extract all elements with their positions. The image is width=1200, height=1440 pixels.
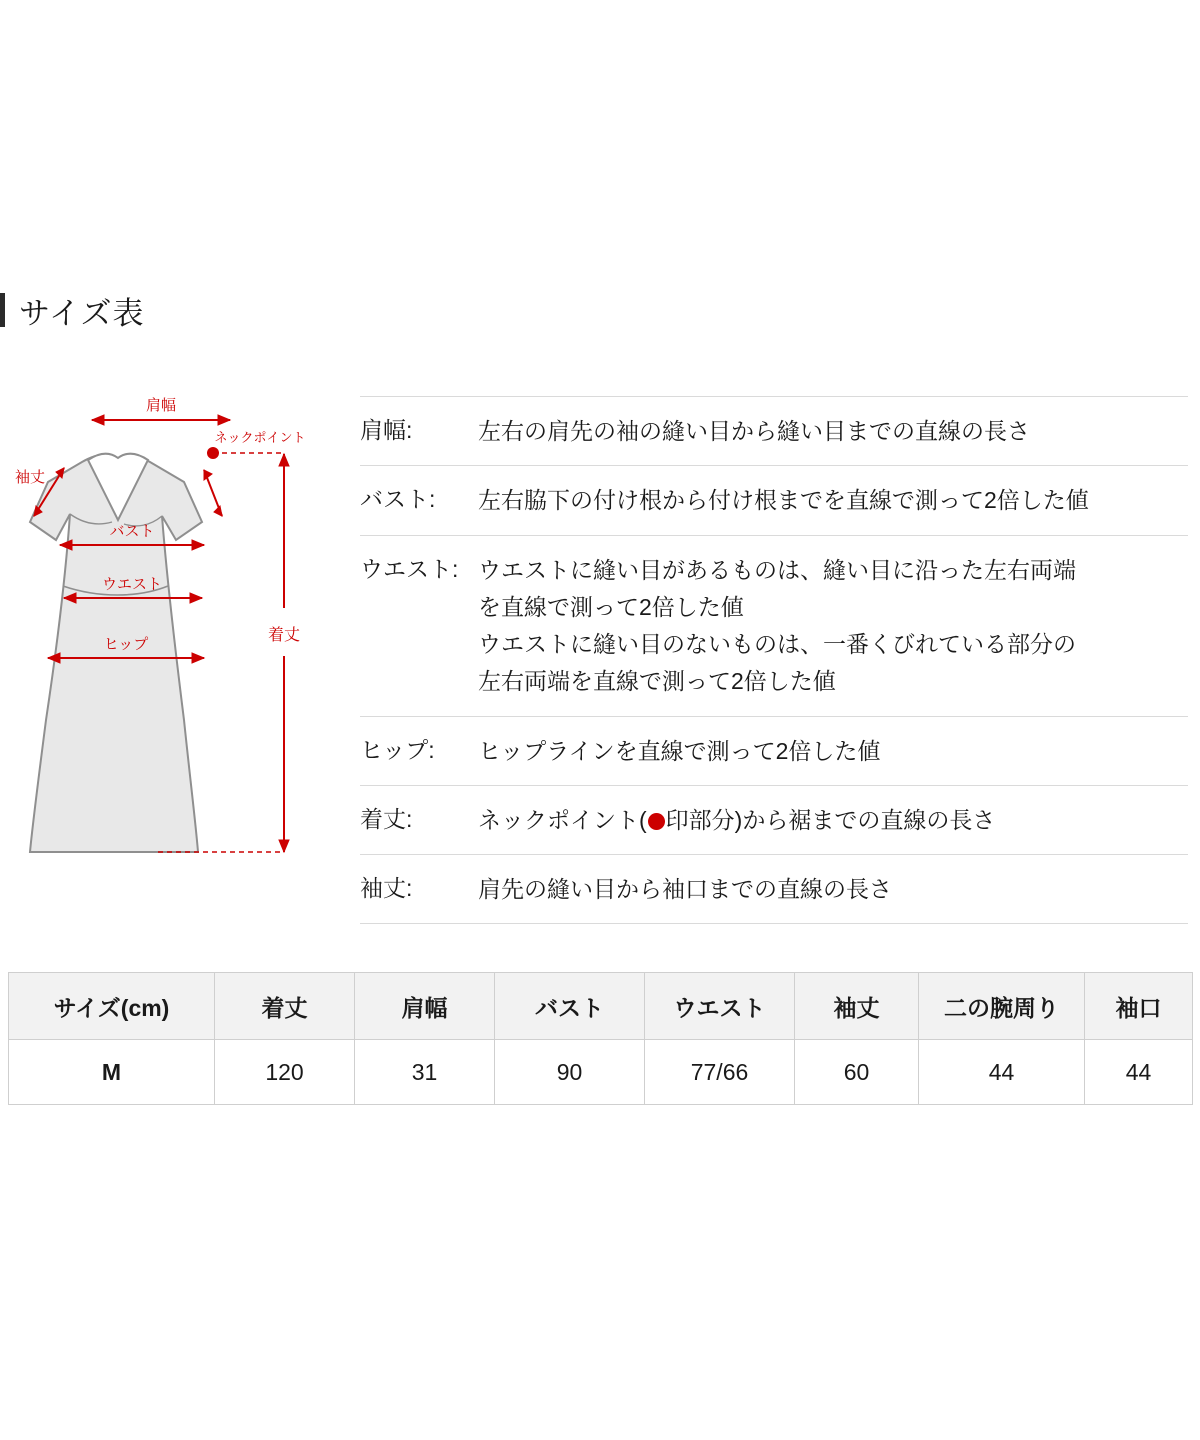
table-header-row xyxy=(9,973,1193,1040)
table-cell: 77/66 xyxy=(645,1040,795,1105)
definition-line: 肩先の縫い目から袖口までの直線の長さ xyxy=(478,876,892,902)
table-cell: 120 xyxy=(215,1040,355,1105)
size-table xyxy=(8,972,1193,1105)
red-dot-icon xyxy=(648,813,665,830)
definition-description xyxy=(478,482,1188,519)
definition-line: 左右両端を直線で測って2倍した値 xyxy=(478,668,836,695)
definition-term: 着丈: xyxy=(360,805,413,832)
definition-term: 袖丈: xyxy=(360,875,413,901)
definition-row xyxy=(360,466,1188,535)
measurement-definitions xyxy=(360,396,1188,924)
table-header-cell: 二の腕周り xyxy=(919,973,1085,1040)
table-header-cell: 肩幅 xyxy=(355,973,495,1040)
table-cell: 44 xyxy=(919,1040,1085,1105)
sleeve-measure-right xyxy=(204,470,222,516)
shoulder-measure xyxy=(92,415,230,425)
definition-row xyxy=(360,396,1188,466)
waist-label: ウエスト xyxy=(101,576,163,593)
definition-row xyxy=(360,717,1188,786)
definition-description xyxy=(478,871,1188,908)
section-title xyxy=(0,288,145,332)
table-cell: 90 xyxy=(495,1040,645,1105)
definition-term: 肩幅: xyxy=(360,417,413,443)
definition-line: 左右脇下の付け根から付け根までを直線で測って2倍した値 xyxy=(478,487,1089,514)
definition-row xyxy=(360,536,1188,717)
bust-label: バスト xyxy=(109,523,155,540)
definition-line: ウエストに縫い目があるものは、縫い目に沿った左右両端 xyxy=(478,556,1076,583)
definition-line: ウエストに縫い目のないものは、一番くびれている部分の xyxy=(478,631,1076,657)
table-header-cell: サイズ(cm) xyxy=(9,973,215,1040)
section-title-bar xyxy=(0,293,5,327)
length-label: 着丈 xyxy=(267,627,301,644)
hip-label: ヒップ xyxy=(103,636,149,653)
table-header-cell: 着丈 xyxy=(215,973,355,1040)
table-header-cell: バスト xyxy=(495,973,645,1040)
definition-text-after-mark: 印部分)から裾までの直線の長さ xyxy=(665,806,996,833)
table-cell: 44 xyxy=(1085,1040,1193,1105)
definition-description xyxy=(478,552,1188,701)
definition-term: ウエスト: xyxy=(360,555,459,582)
definition-row xyxy=(360,786,1188,855)
definition-term: ヒップ: xyxy=(360,736,435,763)
definition-description xyxy=(478,413,1188,450)
definition-line: を直線で測って2倍した値 xyxy=(478,593,744,620)
table-header-cell: 袖口 xyxy=(1085,973,1193,1040)
table-row xyxy=(9,1040,1193,1105)
definition-line: ヒップラインを直線で測って2倍した値 xyxy=(478,737,881,764)
section-title-label: サイズ表 xyxy=(19,295,145,331)
definition-row xyxy=(360,855,1188,924)
sleeve-label: 袖丈 xyxy=(14,469,46,486)
table-cell-size: M xyxy=(9,1040,215,1105)
table-header-cell: 袖丈 xyxy=(795,973,919,1040)
table-cell: 60 xyxy=(795,1040,919,1105)
table-header-cell: ウエスト xyxy=(645,973,795,1040)
definition-text-before-mark: ネックポイント( xyxy=(478,806,647,833)
table-cell: 31 xyxy=(355,1040,495,1105)
definition-description xyxy=(478,733,1188,770)
shoulder-label: 肩幅 xyxy=(145,397,177,414)
definition-term: バスト: xyxy=(360,486,436,513)
definition-line: 左右の肩先の袖の縫い目から縫い目までの直線の長さ xyxy=(478,418,1030,444)
definition-description xyxy=(478,802,1188,839)
neck-point-label: ネックポイント xyxy=(214,430,306,445)
garment-measurement-diagram xyxy=(8,390,348,910)
